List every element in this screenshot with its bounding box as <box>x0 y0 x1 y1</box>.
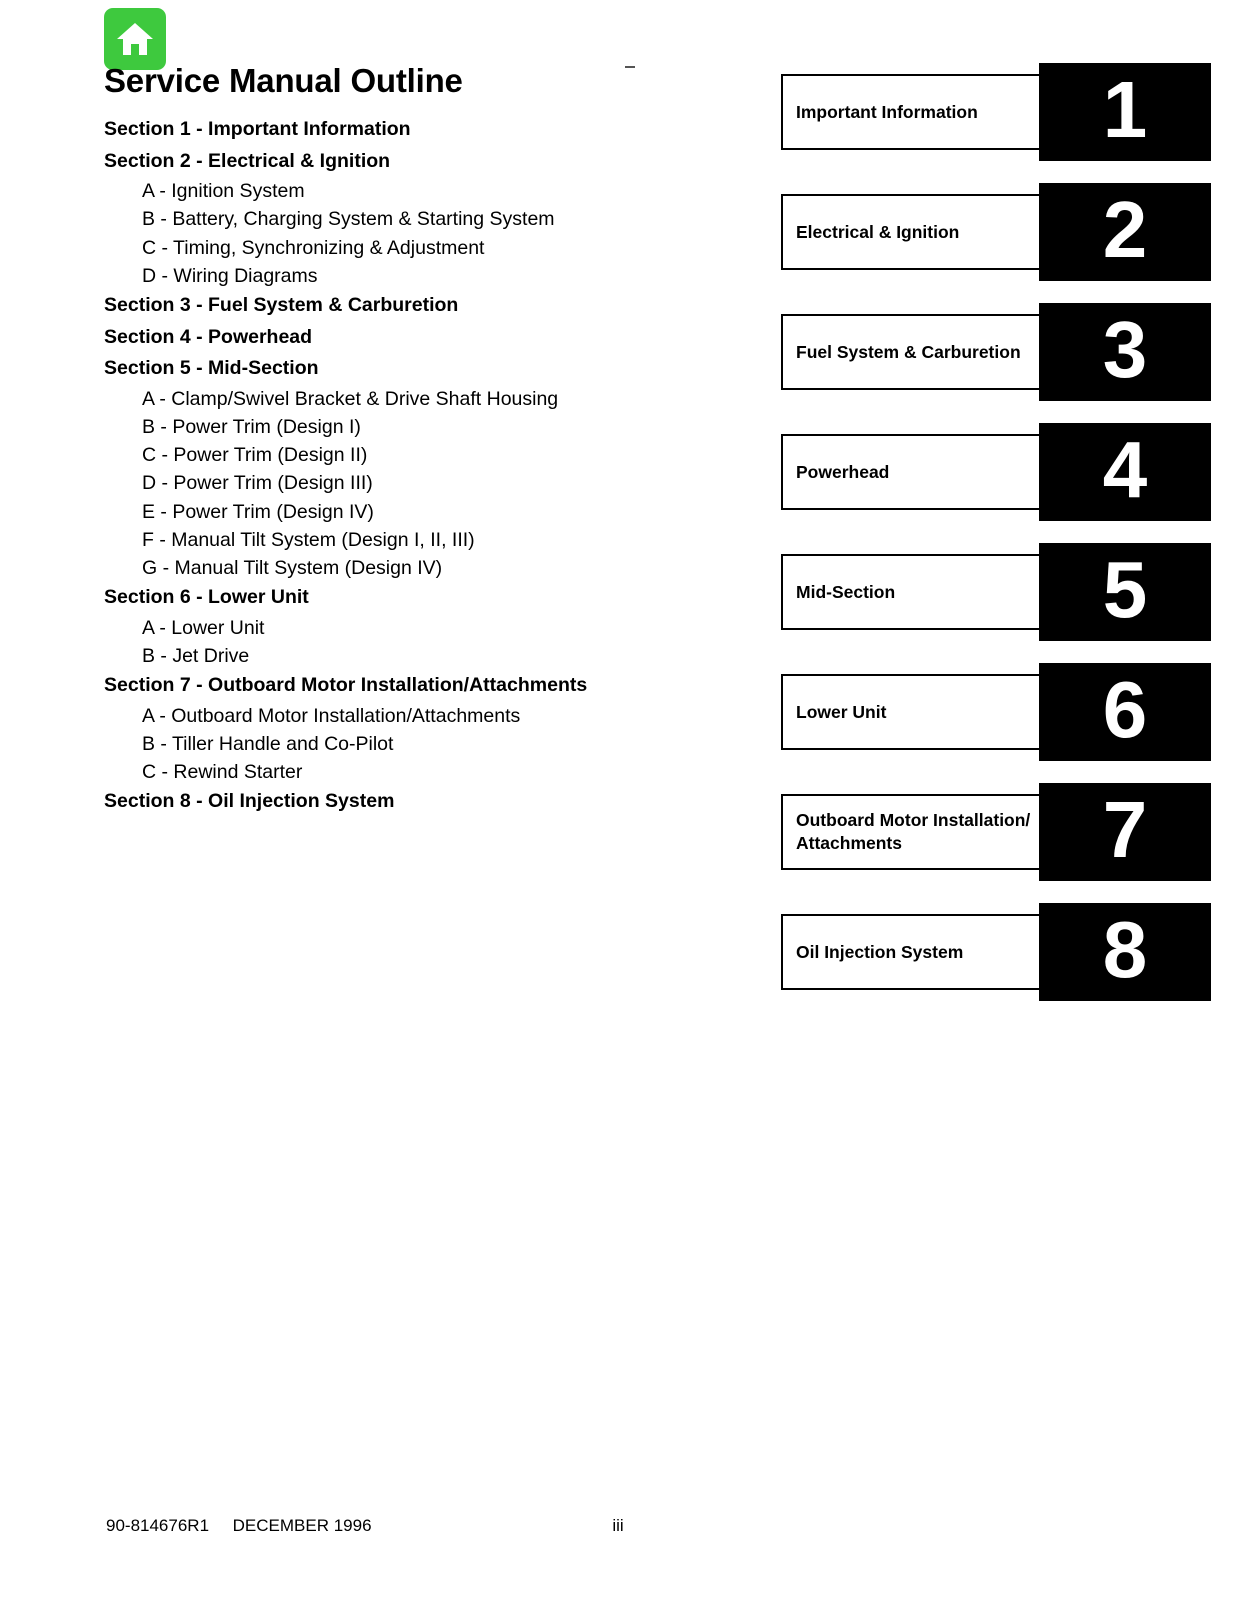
section-tab-number: 7 <box>1039 783 1211 881</box>
document-id: 90-814676R1 DECEMBER 1996 <box>106 1516 372 1535</box>
outline-section: Section 7 - Outboard Motor Installation/Attachments <box>104 674 588 697</box>
section-tab-label: Powerhead <box>781 434 1043 510</box>
section-tab-1[interactable] <box>781 63 1211 161</box>
outline-subsection: B - Power Trim (Design I) <box>142 415 361 438</box>
section-tab-number: 8 <box>1039 903 1211 1001</box>
section-tab-7[interactable] <box>781 783 1211 881</box>
outline-subsection: D - Power Trim (Design III) <box>142 472 373 495</box>
section-tab-5[interactable] <box>781 543 1211 641</box>
outline-section: Section 4 - Powerhead <box>104 325 313 348</box>
outline-section: Section 1 - Important Information <box>104 118 411 140</box>
outline-subsection: C - Power Trim (Design II) <box>142 444 368 467</box>
outline-subsection: A - Outboard Motor Installation/Attachments <box>142 704 521 727</box>
page-title: Service Manual Outline <box>104 62 463 99</box>
outline-subsection: C - Rewind Starter <box>142 761 303 784</box>
outline-subsection: A - Ignition System <box>142 180 305 203</box>
outline-section: Section 2 - Electrical & Ignition <box>104 149 391 172</box>
outline-section: Section 8 - Oil Injection System <box>104 790 395 813</box>
outline-subsection: F - Manual Tilt System (Design I, II, III) <box>142 528 475 551</box>
section-tab-label: Oil Injection System <box>781 914 1043 990</box>
section-tab-number: 3 <box>1039 303 1211 401</box>
outline-subsection: B - Battery, Charging System & Starting System <box>142 208 555 231</box>
section-tab-label: Electrical & Ignition <box>781 194 1043 270</box>
section-tab-number: 1 <box>1039 63 1211 161</box>
section-tab-label: Mid-Section <box>781 554 1043 630</box>
outline-column <box>104 62 764 818</box>
page-number: iii <box>612 1516 624 1535</box>
outline-subsection: B - Tiller Handle and Co-Pilot <box>142 733 394 755</box>
outline-section: Section 6 - Lower Unit <box>104 586 309 609</box>
outline-subsection: G - Manual Tilt System (Design IV) <box>142 557 443 579</box>
section-tab-number: 2 <box>1039 183 1211 281</box>
outline-subsection: A - Lower Unit <box>142 616 265 639</box>
outline-section: Section 5 - Mid-Section <box>104 357 319 380</box>
section-tab-2[interactable] <box>781 183 1211 281</box>
section-tab-label: Lower Unit <box>781 674 1043 750</box>
section-tabs <box>781 63 1211 1023</box>
outline-subsection: C - Timing, Synchronizing & Adjustment <box>142 236 485 259</box>
outline-section: Section 3 - Fuel System & Carburetion <box>104 294 459 316</box>
outline-subsection: E - Power Trim (Design IV) <box>142 500 374 523</box>
section-tab-label: Important Information <box>781 74 1043 150</box>
section-tab-4[interactable] <box>781 423 1211 521</box>
section-tab-3[interactable] <box>781 303 1211 401</box>
outline-subsection: A - Clamp/Swivel Bracket & Drive Shaft Housing <box>142 387 559 410</box>
section-tab-label: Fuel System & Carburetion <box>781 314 1043 390</box>
section-tab-number: 6 <box>1039 663 1211 761</box>
section-tab-6[interactable] <box>781 663 1211 761</box>
section-tab-number: 5 <box>1039 543 1211 641</box>
outline-subsection: D - Wiring Diagrams <box>142 264 318 287</box>
outline-subsection: B - Jet Drive <box>142 645 250 667</box>
section-tab-number: 4 <box>1039 423 1211 521</box>
section-tab-8[interactable] <box>781 903 1211 1001</box>
home-icon[interactable] <box>104 8 166 70</box>
section-tab-label: Outboard Motor Installation/ Attachments <box>781 794 1043 870</box>
